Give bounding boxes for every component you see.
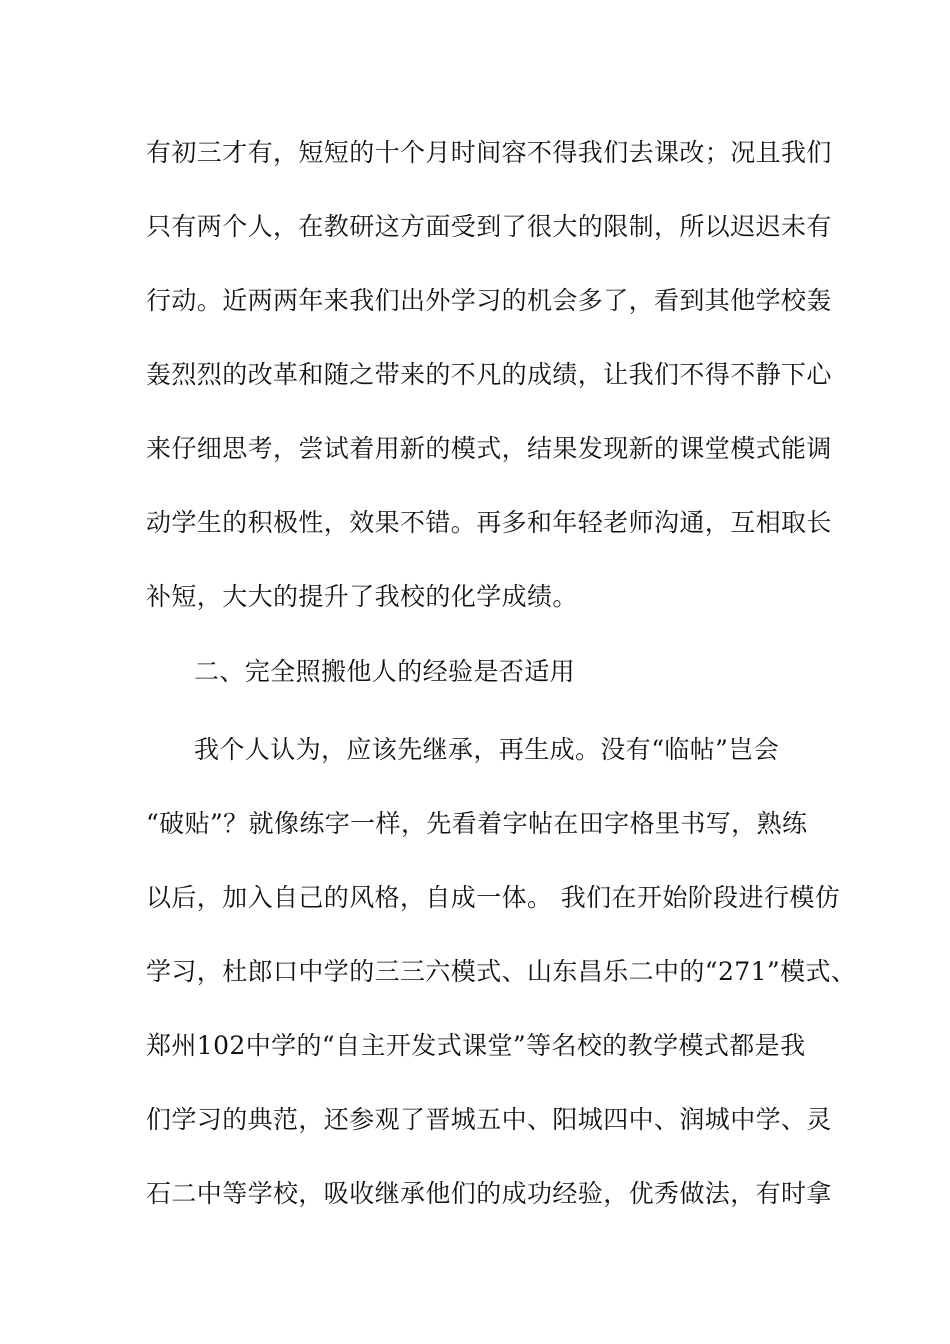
paragraph-line: 只有两个人，在教研这方面受到了很大的限制，所以迟迟未有 xyxy=(146,212,832,241)
paragraph-line: 我个人认为，应该先继承，再生成。没有“临帖”岂会 xyxy=(194,735,780,764)
paragraph-line: 行动。近两两年来我们出外学习的机会多了，看到其他学校轰 xyxy=(146,286,832,315)
paragraph-line: 补短，大大的提升了我校的化学成绩。 xyxy=(146,582,578,611)
paragraph-line: “破贴”？就像练字一样，先看着字帖在田字格里书写，熟练 xyxy=(146,809,808,838)
section-heading: 二、完全照搬他人的经验是否适用 xyxy=(194,657,576,686)
paragraph-line: 石二中等学校，吸收继承他们的成功经验，优秀做法，有时拿 xyxy=(146,1179,832,1208)
paragraph-line: 学习，杜郎口中学的三三六模式、山东昌乐二中的“271”模式、 xyxy=(146,957,857,986)
paragraph-line: 以后，加入自己的风格，自成一体。 我们在开始阶段进行模仿 xyxy=(146,883,841,912)
paragraph-line: 轰烈烈的改革和随之带来的不凡的成绩，让我们不得不静下心 xyxy=(146,360,832,389)
paragraph-line: 郑州102中学的“自主开发式课堂”等名校的教学模式都是我 xyxy=(146,1031,806,1060)
paragraph-line: 动学生的积极性，效果不错。再多和年轻老师沟通，互相取长 xyxy=(146,508,832,537)
paragraph-line: 们学习的典范，还参观了晋城五中、阳城四中、润城中学、灵 xyxy=(146,1105,832,1134)
paragraph-line: 有初三才有，短短的十个月时间容不得我们去课改；况且我们 xyxy=(146,138,832,167)
paragraph-line: 来仔细思考，尝试着用新的模式，结果发现新的课堂模式能调 xyxy=(146,434,832,463)
